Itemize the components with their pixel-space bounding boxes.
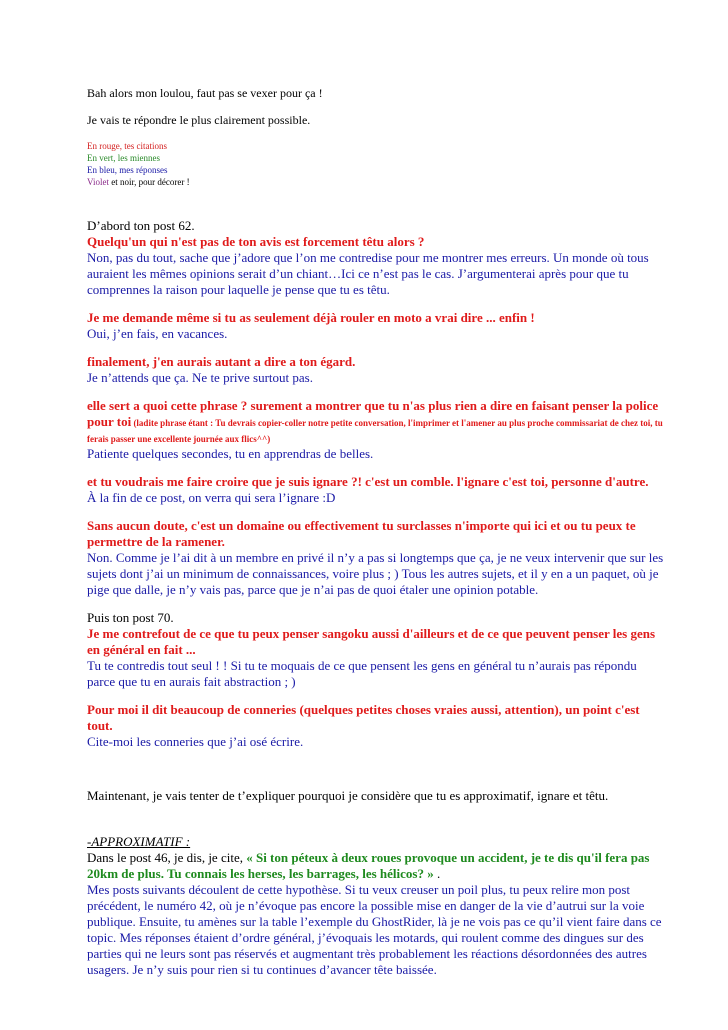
post70-heading: Puis ton post 70. bbox=[87, 610, 174, 625]
reply-62-5: À la fin de ce post, on verra qui sera l’ignare :D bbox=[87, 490, 336, 505]
legend-violet bbox=[87, 176, 667, 188]
approx-quote-end: . bbox=[433, 866, 441, 881]
reply-70-2: Cite-moi les conneries que j’ai osé écrire. bbox=[87, 734, 304, 749]
legend-red: En rouge, tes citations bbox=[87, 141, 167, 151]
quote-70-2: Pour moi il dit beaucoup de conneries (quelques petites choses vraies aussi, attention), un point c'est tout. bbox=[87, 702, 640, 733]
color-legend bbox=[87, 140, 667, 188]
legend-violet-word: Violet bbox=[87, 177, 109, 187]
legend-violet-rest: et noir, pour décorer ! bbox=[108, 177, 190, 187]
intro-line-2: Je vais te répondre le plus clairement possible. bbox=[87, 113, 311, 127]
conclusion-text: Maintenant, je vais tenter de t’expliquer pourquoi je considère que tu es approximatif, ignare et têtu. bbox=[87, 788, 609, 803]
quote-70-1: Je me contrefout de ce que tu peux penser sangoku aussi d'ailleurs et de ce que peuvent penser les gens en général en fait ... bbox=[87, 626, 656, 657]
reply-62-1: Non, pas du tout, sache que j’adore que l’on me contredise pour me montrer mes erreurs. Un monde où tous auraient les mêmes opinions serait d’un chiant…Ici ce n’est pas le cas. J’argumenterai après pour que tu comprennes la raison pour laquelle je pense que tu es têtu. bbox=[87, 250, 649, 297]
quote-62-3: finalement, j'en aurais autant a dire a ton égard. bbox=[87, 354, 356, 369]
quote-62-6: Sans aucun doute, c'est un domaine ou effectivement tu surclasses n'importe qui ici et ou tu peux te permettre de la ramener. bbox=[87, 518, 636, 549]
approx-lead: Dans le post 46, je dis, je cite, bbox=[87, 850, 247, 865]
quote-62-4: elle sert a quoi cette phrase ? surement a montrer que tu n'as plus rien a dire en faisant penser la police pour toi bbox=[87, 398, 659, 429]
reply-62-2: Oui, j’en fais, en vacances. bbox=[87, 326, 228, 341]
legend-green: En vert, les miennes bbox=[87, 153, 160, 163]
approx-lead-block bbox=[87, 850, 667, 882]
reply-70-1: Tu te contredis tout seul ! ! Si tu te moquais de ce que pensent les gens en général tu n’aurais pas répondu parce que tu en aurais fait abstraction ; ) bbox=[87, 658, 637, 689]
reply-62-3: Je n’attends que ça. Ne te prive surtout pas. bbox=[87, 370, 313, 385]
quote-62-4-note: (ladite phrase étant : Tu devrais copier-coller notre petite conversation, l'imprimer et l'amener au plus proche commissariat de chez toi, tu ferais passer une excellente journée aux flics^^) bbox=[87, 418, 663, 444]
intro-line-1: Bah alors mon loulou, faut pas se vexer pour ça ! bbox=[87, 86, 323, 100]
approx-quote: « Si ton péteux à deux roues provoque un accident, je te dis qu'il fera pas 20km de plus. Tu connais les herses, les barrages, les hélicos? » bbox=[87, 850, 650, 881]
quote-62-1: Quelqu'un qui n'est pas de ton avis est forcement têtu alors ? bbox=[87, 234, 425, 249]
quote-62-5: et tu voudrais me faire croire que je suis ignare ?! c'est un comble. l'ignare c'est toi, personne d'autre. bbox=[87, 474, 649, 489]
reply-62-6: Non. Comme je l’ai dit à un membre en privé il n’y a pas si longtemps que ça, je ne veux intervenir que sur les sujets dont j’ai un minimum de connaissances, voire plus ; ) Tous les autres sujets, et il y en a un paquet, où je pige que dalle, je n’y vais pas, parce que je n’ai pas de quoi étaler une opinion potable. bbox=[87, 550, 664, 597]
quote-62-4-block bbox=[87, 398, 667, 446]
approx-title: -APPROXIMATIF : bbox=[87, 834, 191, 849]
reply-62-4: Patiente quelques secondes, tu en apprendras de belles. bbox=[87, 446, 374, 461]
document-body bbox=[87, 86, 667, 978]
post62-heading: D’abord ton post 62. bbox=[87, 218, 195, 233]
approx-body: Mes posts suivants découlent de cette hypothèse. Si tu veux creuser un poil plus, tu peux relire mon post précédent, le numéro 42, où je n’évoque pas encore la possible mise en danger de la vie d’autrui sur la voie publique. Ensuite, tu amènes sur la table l’exemple du GhostRider, là je ne vois pas ce qu’il vient faire dans ce topic. Mes réponses étaient d’ordre général, j’évoquais les motards, qui roulent comme des dingues sur des parties qui ne leurs sont pas réservés et augmentant très probablement les réactions désordonnées des autres usagers. Je n’y suis pour rien si tu continues d’avancer tête baissée. bbox=[87, 882, 662, 977]
quote-62-2: Je me demande même si tu as seulement déjà rouler en moto a vrai dire ... enfin ! bbox=[87, 310, 535, 325]
legend-blue: En bleu, mes réponses bbox=[87, 165, 168, 175]
